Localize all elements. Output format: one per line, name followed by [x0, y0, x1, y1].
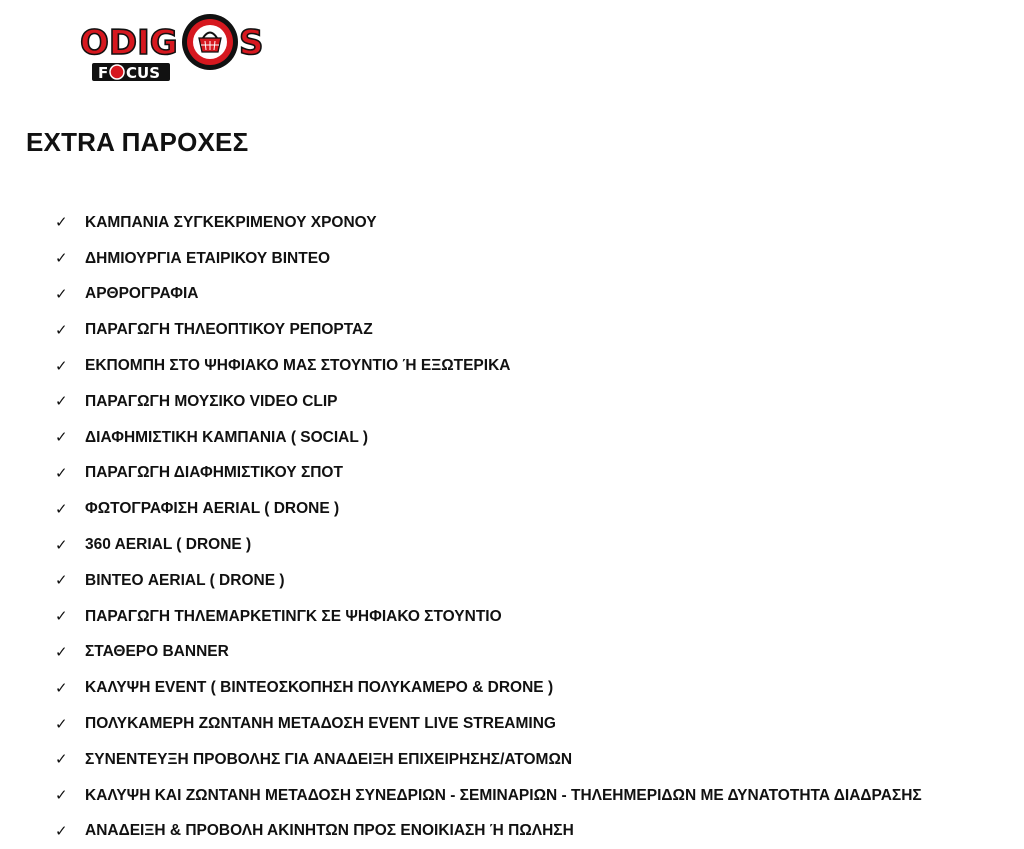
logo-graphic [80, 12, 270, 84]
service-label: ΑΡΘΡΟΓΡΑΦΙΑ [85, 285, 199, 303]
service-label: ΣΤΑΘΕΡΟ BANNER [85, 643, 229, 661]
service-item [55, 384, 922, 420]
basket-icon [182, 14, 238, 70]
check-icon: ✓ [55, 607, 68, 626]
service-item [55, 742, 922, 778]
odigos-focus-logo [80, 12, 270, 84]
service-label: ΚΑΛΥΨΗ EVENT ( ΒΙΝΤΕΟΣΚΟΠΗΣΗ ΠΟΛΥΚΑΜΕΡΟ & DRONE ) [85, 679, 554, 697]
service-label: ΑΝΑΔΕΙΞΗ & ΠΡΟΒΟΛΗ ΑΚΙΝΗΤΩΝ ΠΡΟΣ ΕΝΟΙΚΙΑΣΗ Ή ΠΩΛΗΣΗ [85, 822, 574, 840]
service-label: ΒΙΝΤΕΟ AERIAL ( DRONE ) [85, 571, 285, 589]
service-item [55, 527, 922, 563]
service-item [55, 277, 922, 313]
check-icon: ✓ [55, 535, 68, 554]
service-item [55, 563, 922, 599]
logo-word-right: S [239, 23, 264, 63]
check-icon: ✓ [55, 821, 68, 840]
check-icon: ✓ [55, 213, 68, 232]
service-label: 360 AERIAL ( DRONE ) [85, 536, 252, 554]
check-icon: ✓ [55, 356, 68, 375]
service-item [55, 491, 922, 527]
check-icon: ✓ [55, 642, 68, 661]
service-item [55, 599, 922, 635]
service-item [55, 635, 922, 671]
check-icon: ✓ [55, 284, 68, 303]
service-label: ΚΑΛΥΨΗ ΚΑΙ ΖΩΝΤΑΝΗ ΜΕΤΑΔΟΣΗ ΣΥΝΕΔΡΙΩΝ - ΣΕΜΙΝΑΡΙΩΝ - ΤΗΛΕΗΜΕΡΙΔΩΝ ΜΕ ΔΥΝΑΤΟΤΗΤΑ ΔΙΑΔΡΑΣΗΣ [85, 786, 922, 804]
service-label: ΚΑΜΠΑΝΙΑ ΣΥΓΚΕΚΡΙΜΕΝΟΥ ΧΡΟΝΟΥ [85, 213, 377, 231]
check-icon: ✓ [55, 571, 68, 590]
logo-word-left: ODIG [80, 23, 178, 63]
check-icon: ✓ [55, 428, 68, 447]
check-icon: ✓ [55, 249, 68, 268]
service-item [55, 241, 922, 277]
service-item [55, 670, 922, 706]
check-icon: ✓ [55, 499, 68, 518]
service-item [55, 814, 922, 849]
service-label: ΠΑΡΑΓΩΓΗ ΤΗΛΕΜΑΡΚΕΤΙΝΓΚ ΣΕ ΨΗΦΙΑΚΟ ΣΤΟΥΝΤΙΟ [85, 607, 502, 625]
service-item [55, 456, 922, 492]
service-label: ΠΑΡΑΓΩΓΗ ΤΗΛΕΟΠΤΙΚΟΥ ΡΕΠΟΡΤΑΖ [85, 321, 373, 339]
service-label: ΠΑΡΑΓΩΓΗ ΜΟΥΣΙΚΟ VIDEO CLIP [85, 392, 338, 410]
service-item [55, 706, 922, 742]
check-icon: ✓ [55, 392, 68, 411]
check-icon: ✓ [55, 678, 68, 697]
logo-subword-left: F [98, 64, 109, 82]
check-icon: ✓ [55, 786, 68, 805]
extra-services-list [55, 205, 922, 849]
service-label: ΦΩΤΟΓΡΑΦΙΣΗ AERIAL ( DRONE ) [85, 500, 340, 518]
service-label: ΠΟΛΥΚΑΜΕΡΗ ΖΩΝΤΑΝΗ ΜΕΤΑΔΟΣΗ EVENT LIVE STREAMING [85, 715, 556, 733]
service-item [55, 348, 922, 384]
service-label: ΣΥΝΕΝΤΕΥΞΗ ΠΡΟΒΟΛΗΣ ΓΙΑ ΑΝΑΔΕΙΞΗ ΕΠΙΧΕΙΡΗΣΗΣ/ΑΤΟΜΩΝ [85, 750, 573, 768]
service-label: ΔΗΜΙΟΥΡΓΙΑ ΕΤΑΙΡΙΚΟΥ ΒΙΝΤΕΟ [85, 249, 331, 267]
check-icon: ✓ [55, 714, 68, 733]
service-item [55, 205, 922, 241]
service-label: ΕΚΠΟΜΠΗ ΣΤΟ ΨΗΦΙΑΚΟ ΜΑΣ ΣΤΟΥΝΤΙΟ Ή ΕΞΩΤΕΡΙΚΑ [85, 357, 511, 375]
logo-subword-right: CUS [126, 64, 160, 82]
check-icon: ✓ [55, 320, 68, 339]
service-item [55, 420, 922, 456]
page-title: EXTRA ΠΑΡΟΧΕΣ [26, 127, 249, 157]
check-icon: ✓ [55, 750, 68, 769]
service-label: ΔΙΑΦΗΜΙΣΤΙΚΗ ΚΑΜΠΑΝΙΑ ( SOCIAL ) [85, 428, 369, 446]
service-item [55, 312, 922, 348]
check-icon: ✓ [55, 463, 68, 482]
service-label: ΠΑΡΑΓΩΓΗ ΔΙΑΦΗΜΙΣΤΙΚΟΥ ΣΠΟΤ [85, 464, 343, 482]
service-item [55, 778, 922, 814]
